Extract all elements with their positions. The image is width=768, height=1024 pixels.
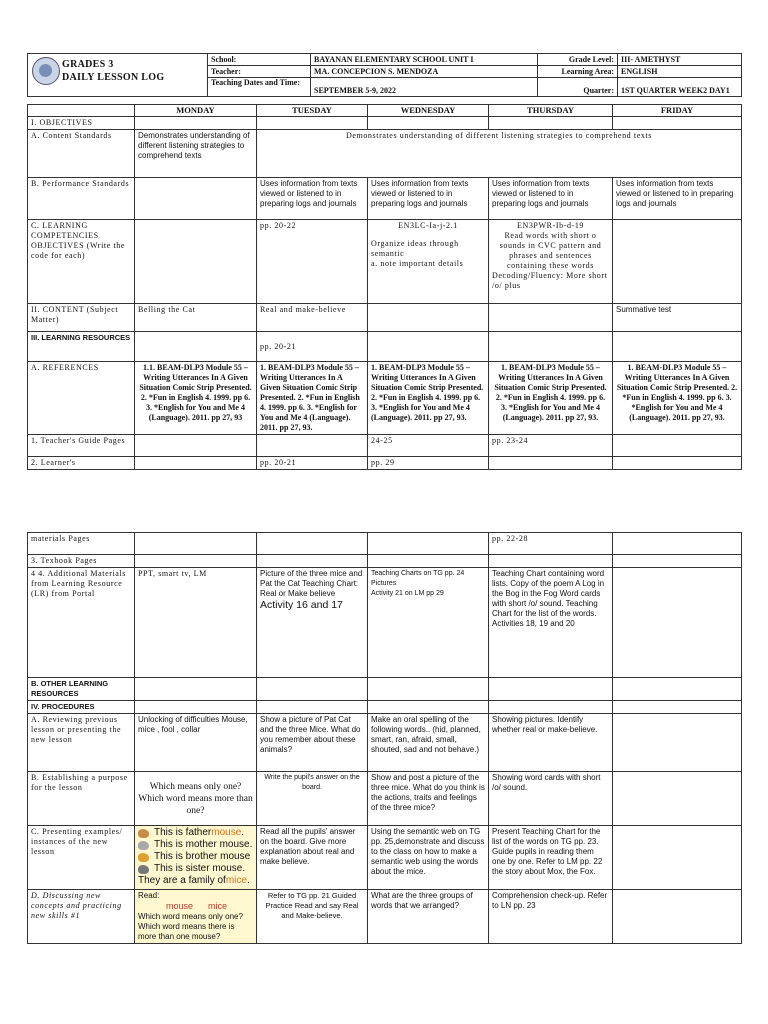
mice-line-2: This is mother mouse. bbox=[138, 839, 253, 851]
references-label: A. REFERENCES bbox=[28, 362, 135, 435]
title-daily-lesson-log: DAILY LESSON LOG bbox=[62, 72, 165, 83]
resources-label: III. LEARNING RESOURCES bbox=[28, 332, 135, 362]
day-monday: MONDAY bbox=[135, 105, 257, 117]
tg-wed: 24-25 bbox=[368, 435, 489, 457]
purpose-wed: Show and post a picture of the three mice. What do you think is the actions, traits and feelings of the three mice? bbox=[368, 772, 489, 826]
review-label: A. Reviewing previous lesson or presenting the new lesson bbox=[28, 714, 135, 772]
lm-tue: pp. 20-21 bbox=[257, 457, 368, 470]
mouse-icon bbox=[138, 853, 149, 862]
competencies-wed-text: Organize ideas through semantic bbox=[371, 239, 459, 258]
additional-wed-activity: Activity 21 on LM pp 29 bbox=[371, 590, 444, 597]
additional-tue-activity: Activity 16 and 17 bbox=[260, 599, 343, 611]
present-wed: Using the semantic web on TG pp. 25,demonstrate and discuss to the class on how to make a semantic web using the words about the mice. bbox=[368, 826, 489, 890]
discuss-label: D. Discussing new concepts and practicing new skills #1 bbox=[28, 890, 135, 944]
purpose-tue: Write the pupil's answer on the board. bbox=[257, 772, 368, 826]
additional-tue-text: Picture of the three mice and Pat the Cat Teaching Chart: Real or Make believe bbox=[260, 569, 363, 598]
school-label: School: bbox=[208, 54, 311, 66]
teacher-label: Teacher: bbox=[208, 66, 311, 78]
present-thu: Present Teaching Chart for the list of the words on TG pp. 23. Guide pupils in reading them one by one. Refer to LM pp. 22 the story about Mox, the Fox. bbox=[489, 826, 613, 890]
content-fri: Summative test bbox=[613, 304, 742, 332]
lesson-table-top bbox=[27, 104, 742, 470]
references-wed: 1. BEAM-DLP3 Module 55 – Writing Utterances In A Given Situation Comic Strip Presented. 2. *Fun in English 4. 1999. pp 6. 3. *English for You and Me 4 (Language). 2011. pp 27, 93. bbox=[368, 362, 489, 435]
mice-line-1: This is father mouse . bbox=[138, 827, 253, 839]
additional-mon: PPT, smart tv, LM bbox=[135, 568, 257, 678]
content-mon: Belling the Cat bbox=[135, 304, 257, 332]
competencies-label: C. LEARNING COMPETENCIES OBJECTIVES (Write the code for each) bbox=[28, 220, 135, 304]
lm-label: 2. Learner's bbox=[28, 457, 135, 470]
discuss-wed: What are the three groups of words that we arranged? bbox=[368, 890, 489, 944]
discuss-read: Read: bbox=[138, 891, 160, 900]
review-tue: Show a picture of Pat Cat and the three Mice. What do you remember about these animals? bbox=[257, 714, 368, 772]
additional-wed-text: Teaching Charts on TG pp. 24 Pictures bbox=[371, 570, 465, 587]
mice-line-4: This is sister mouse. bbox=[138, 863, 253, 875]
review-wed: Make an oral spelling of the following words.. (hid, planned, smart, ran, afraid, small, shouted, sad and not behave.) bbox=[368, 714, 489, 772]
content-standards-label: A. Content Standards bbox=[28, 130, 135, 178]
review-mon: Unlocking of difficulties Mouse, mice , fool , collar bbox=[135, 714, 257, 772]
purpose-label: B. Establishing a purpose for the lesson bbox=[28, 772, 135, 826]
grade-label: Grade Level: bbox=[538, 54, 618, 66]
competencies-wed-sub: a. note important details bbox=[371, 259, 464, 268]
purpose-mon: Which means only one? Which word means more than one? bbox=[135, 772, 257, 826]
logo-cell bbox=[28, 54, 208, 97]
competencies-tue: pp. 20-22 bbox=[257, 220, 368, 304]
present-mon bbox=[135, 826, 257, 890]
competencies-wed bbox=[368, 220, 489, 304]
school-value: BAYANAN ELEMENTARY SCHOOL UNIT I bbox=[311, 54, 538, 66]
procedures-label: IV. PROCEDURES bbox=[28, 701, 135, 714]
additional-wed bbox=[368, 568, 489, 678]
grade-value: III- AMETHYST bbox=[618, 54, 742, 66]
competencies-thu-code: EN3PWR-Ib-d-19 bbox=[516, 221, 585, 230]
mouse-icon bbox=[138, 829, 149, 838]
other-resources-label: B. OTHER LEARNING RESOURCES bbox=[28, 678, 135, 701]
dates-label: Teaching Dates and Time: bbox=[208, 78, 311, 97]
additional-tue bbox=[257, 568, 368, 678]
purpose-thu: Showing word cards with short /o/ sound. bbox=[489, 772, 613, 826]
competencies-thu-text2: Decoding/Fluency: More short /o/ plus bbox=[492, 271, 608, 290]
performance-fri: Uses information from texts viewed or listened to in preparing logs and journals bbox=[613, 178, 742, 220]
content-standards-rest: Demonstrates understanding of different listening strategies to comprehend texts bbox=[257, 130, 742, 178]
quarter-label: Quarter: bbox=[538, 78, 618, 97]
title-grades: GRADES 3 bbox=[62, 59, 114, 70]
area-label: Learning Area: bbox=[538, 66, 618, 78]
header-table bbox=[27, 53, 742, 97]
corner-cell bbox=[28, 105, 135, 117]
mice-line-5: They are a family of mice . bbox=[138, 875, 250, 886]
content-standards-mon: Demonstrates understanding of different listening strategies to comprehend texts bbox=[135, 130, 257, 178]
quarter-value: 1ST QUARTER WEEK2 DAY1 bbox=[618, 78, 742, 97]
discuss-q1: Which word means only one? bbox=[138, 912, 243, 921]
mouse-icon bbox=[138, 841, 149, 850]
discuss-thu: Comprehension check-up. Refer to LN pp. 23 bbox=[489, 890, 613, 944]
review-thu: Showing pictures. Identify whether real or make-believe. bbox=[489, 714, 613, 772]
present-label: C. Presenting examples/ instances of the new lesson bbox=[28, 826, 135, 890]
lm-wed: pp. 29 bbox=[368, 457, 489, 470]
teacher-value: MA. CONCEPCION S. MENDOZA bbox=[311, 66, 538, 78]
content-tue: Real and make-believe bbox=[257, 304, 368, 332]
discuss-mon bbox=[135, 890, 257, 944]
textbook-label: 3. Texbook Pages bbox=[28, 555, 135, 568]
present-tue: Read all the pupils' answer on the board. Give more explanation about real and make believe. bbox=[257, 826, 368, 890]
day-wednesday: WEDNESDAY bbox=[368, 105, 489, 117]
dates-value: SEPTEMBER 5-9, 2022 bbox=[311, 78, 538, 97]
tg-thu: pp. 23-24 bbox=[489, 435, 613, 457]
references-tue: 1. BEAM-DLP3 Module 55 – Writing Utterances In A Given Situation Comic Strip Presented. 2. *Fun in English 4. 1999. pp 6. 3. *English for You and Me 4 (Language). 2011. pp 27, 93. bbox=[257, 362, 368, 435]
references-fri: 1. BEAM-DLP3 Module 55 – Writing Utterances In A Given Situation Comic Strip Presented. 2. *Fun in English 4. 1999. pp 6. 3. *English for You and Me 4 (Language). 2011. pp 27, 93. bbox=[613, 362, 742, 435]
day-friday: FRIDAY bbox=[613, 105, 742, 117]
competencies-thu-text: Read words with short o sounds in CVC pattern and phrases and sentences containing these words bbox=[499, 231, 602, 270]
mouse-icon bbox=[138, 865, 149, 874]
objectives-label: I. OBJECTIVES bbox=[28, 117, 135, 130]
additional-thu: Teaching Chart containing word lists. Copy of the poem A Log in the Bog in the Fog Word cards with short /o/ sound. Teaching Chart for the list of the words. Activities 18, 19 and 20 bbox=[489, 568, 613, 678]
discuss-tue: Refer to TG pp. 21 Guided Practice Read and say Real and Make-believe. bbox=[257, 890, 368, 944]
competencies-thu bbox=[489, 220, 613, 304]
discuss-words: mouse mice bbox=[166, 901, 228, 911]
resources-tue: pp. 20-21 bbox=[257, 332, 368, 362]
day-thursday: THURSDAY bbox=[489, 105, 613, 117]
area-value: ENGLISH bbox=[618, 66, 742, 78]
competencies-wed-code: EN3LC-Ia-j-2.1 bbox=[398, 221, 458, 230]
discuss-q2: Which word means there is more than one mouse? bbox=[138, 922, 235, 941]
performance-tue: Uses information from texts viewed or listened to in preparing logs and journals bbox=[257, 178, 368, 220]
references-thu: 1. BEAM-DLP3 Module 55 – Writing Utterances In A Given Situation Comic Strip Presented. 2. *Fun in English 4. 1999. pp 6. 3. *English for You and Me 4 (Language). 2011. pp 27, 93. bbox=[489, 362, 613, 435]
performance-thu: Uses information from texts viewed or listened to in preparing logs and journals bbox=[489, 178, 613, 220]
lesson-table-bottom bbox=[27, 532, 742, 944]
tg-label: 1. Teacher's Guide Pages bbox=[28, 435, 135, 457]
performance-wed: Uses information from texts viewed or listened to in preparing logs and journals bbox=[368, 178, 489, 220]
performance-label: B. Performance Standards bbox=[28, 178, 135, 220]
lm-cont-label: materials Pages bbox=[28, 533, 135, 555]
day-tuesday: TUESDAY bbox=[257, 105, 368, 117]
lm-cont-thu: pp. 22-28 bbox=[489, 533, 613, 555]
additional-label: 4 4. Additional Materials from Learning Resource (LR) from Portal bbox=[28, 568, 135, 678]
mice-line-3: This is brother mouse bbox=[138, 851, 253, 863]
references-mon: 1.1. BEAM-DLP3 Module 55 – Writing Utterances In A Given Situation Comic Strip Presented. 2. *Fun in English 4. 1999. pp 6. 3. *English for You and Me 4 (Language). 2011. pp 27, 93 bbox=[135, 362, 257, 435]
content-label: II. CONTENT (Subject Matter) bbox=[28, 304, 135, 332]
